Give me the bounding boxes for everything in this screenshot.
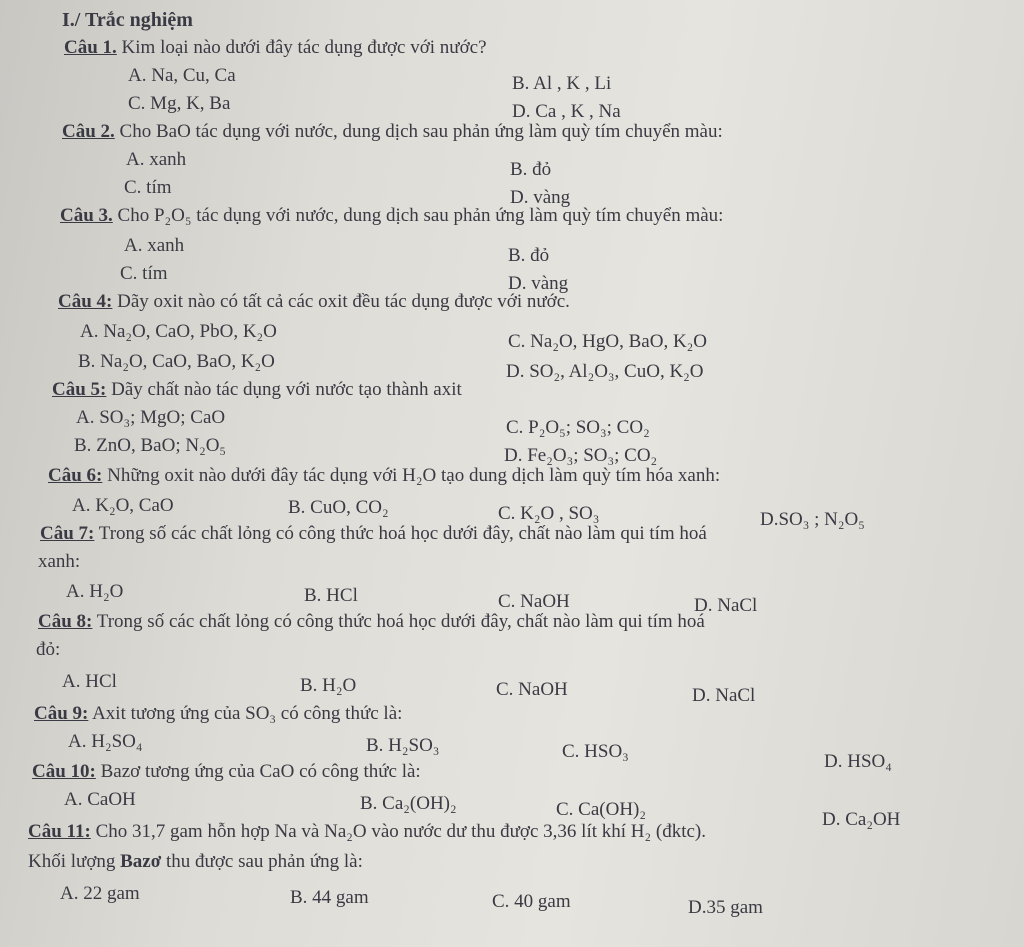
option: C. NaOH [496,679,568,700]
question-2 [62,122,723,141]
option: A. K₂O, CaO [72,495,174,516]
option: C. tím [120,263,168,284]
question-text: Trong số các chất lỏng có công thức hoá học dưới đây, chất nào làm qui tím hoá [96,611,705,632]
continuation-text: thu được sau phản ứng là: [161,851,363,872]
question-text: Bazơ tương ứng của CaO có công thức là: [100,761,421,782]
option: A. xanh [124,235,185,256]
question-label: Câu 9: [34,703,89,724]
question-5 [52,380,462,399]
option: C. Na₂O, HgO, BaO, K₂O [508,331,708,352]
question-11 [28,822,706,841]
option: A. H₂SO₄ [68,731,143,752]
question-text: Trong số các chất lỏng có công thức hoá học dưới đây, chất nào làm qui tím hoá [98,523,707,544]
option: D. vàng [508,273,569,294]
question-9 [34,704,402,723]
question-label: Câu 11: [28,821,91,842]
question-text: Dãy chất nào tác dụng với nước tạo thành axit [111,379,462,400]
question-label: Câu 5: [52,379,107,400]
question-label: Câu 2. [62,121,115,142]
question-label: Câu 4: [58,291,113,312]
option: A. 22 gam [60,883,140,904]
question-text: Axit tương ứng của SO₃ có công thức là: [92,703,403,724]
question-text: Cho BaO tác dụng với nước, dung dịch sau phản ứng làm quỳ tím chuyển màu: [119,121,723,142]
continuation-text: Khối lượng [28,851,121,872]
option: B. H₂O [300,675,357,696]
option: B. đỏ [510,159,552,180]
option: C. P₂O₅; SO₃; CO₂ [506,417,650,438]
option: B. đỏ [508,245,550,266]
question-1 [64,38,487,57]
question-text: Cho P₂O₅ tác dụng với nước, dung dịch sau phản ứng làm quỳ tím chuyển màu: [117,205,724,226]
option: B. ZnO, BaO; N₂O₅ [74,435,227,456]
option: D. NaCl [694,595,758,616]
section-title: I./ Trắc nghiệm [62,9,193,31]
question-8-continuation: đỏ: [36,639,61,660]
option: B. HCl [304,585,358,606]
option: C. 40 gam [492,891,571,912]
option: B. H₂SO₃ [366,735,440,756]
question-label: Câu 10: [32,761,96,782]
option: C. Ca(OH)₂ [556,799,646,820]
option: C. K₂O , SO₃ [498,503,600,524]
option: D. Ca₂OH [822,809,901,830]
question-6 [48,466,720,485]
question-7 [40,524,707,543]
question-label: Câu 1. [64,37,117,58]
question-label: Câu 6: [48,465,103,486]
question-text: Kim loại nào dưới đây tác dụng được với nước? [121,37,487,58]
option: D. vàng [510,187,571,208]
option: C. HSO₃ [562,741,629,762]
option: C. Mg, K, Ba [128,93,231,114]
question-label: Câu 3. [60,205,113,226]
question-label: Câu 7: [40,523,95,544]
question-text: Cho 31,7 gam hỗn hợp Na và Na₂O vào nước dư thu được 3,36 lít khí H₂ (đktc). [95,821,706,842]
option: B. 44 gam [290,887,369,908]
option: A. Na₂O, CaO, PbO, K₂O [80,321,277,342]
question-text: Những oxit nào dưới đây tác dụng với H₂O tạo dung dịch làm quỳ tím hóa xanh: [107,465,721,486]
option: D.SO₃ ; N₂O₅ [760,509,865,530]
option: A. CaOH [64,789,136,810]
question-3 [60,206,723,225]
option: A. H₂O [66,581,124,602]
option: B. Ca₂(OH)₂ [360,793,457,814]
question-11-continuation [28,852,363,871]
option: A. Na, Cu, Ca [128,65,236,86]
option: B. Al , K , Li [512,73,612,94]
option: A. xanh [126,149,187,170]
question-8 [38,612,705,631]
option: D. Fe₂O₃; SO₃; CO₂ [504,445,658,466]
option: A. SO₃; MgO; CaO [76,407,226,428]
option: C. tím [124,177,172,198]
option: B. CuO, CO₂ [288,497,389,518]
question-7-continuation: xanh: [38,551,81,572]
option: D. SO₂, Al₂O₃, CuO, K₂O [506,361,704,382]
option: A. HCl [62,671,117,692]
option: D. Ca , K , Na [512,101,621,122]
continuation-bold: Bazơ [120,851,162,872]
option: D. HSO₄ [824,751,892,772]
question-10 [32,762,421,781]
option: D. NaCl [692,685,756,706]
question-text: Dãy oxit nào có tất cả các oxit đều tác dụng được với nước. [117,291,570,312]
option: D.35 gam [688,897,763,918]
question-4 [58,292,570,311]
option: C. NaOH [498,591,570,612]
question-label: Câu 8: [38,611,93,632]
option: B. Na₂O, CaO, BaO, K₂O [78,351,275,372]
